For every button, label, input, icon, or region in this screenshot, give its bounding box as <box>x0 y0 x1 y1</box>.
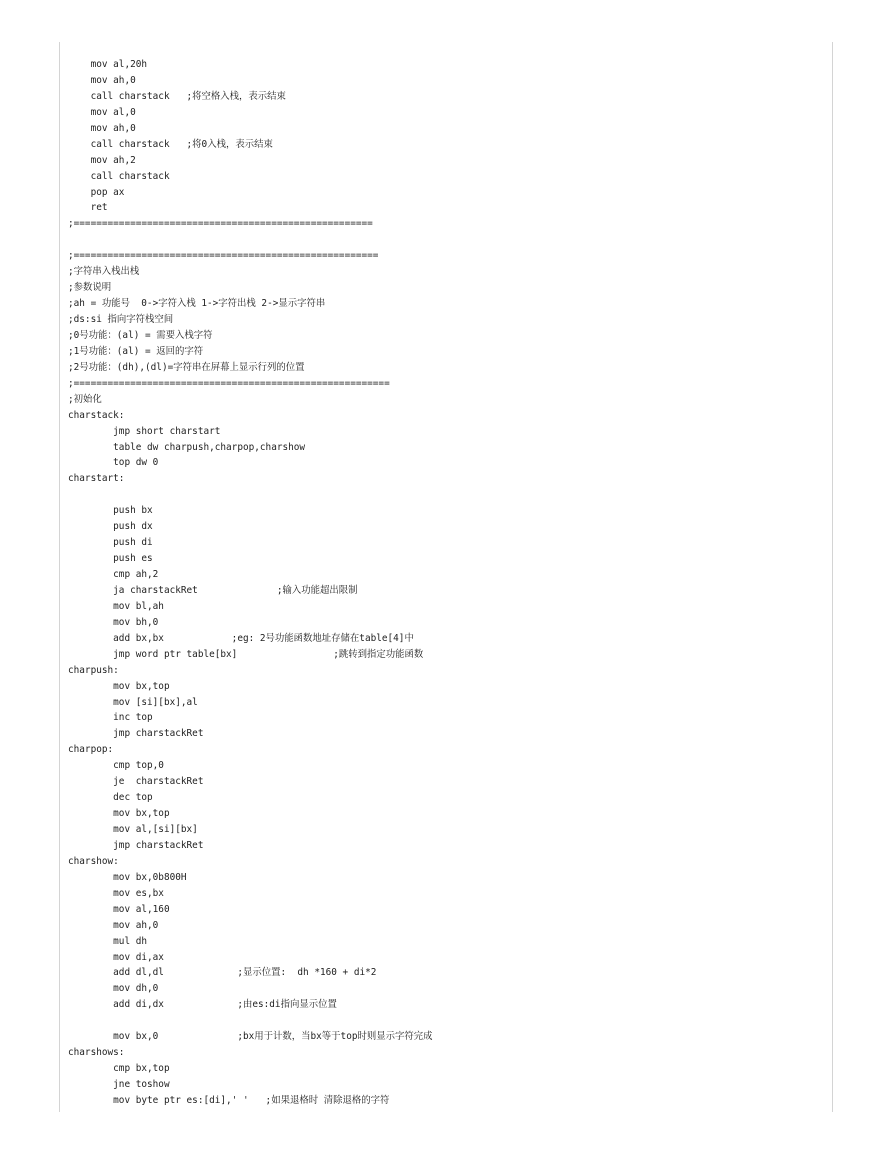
code-line: ;1号功能：(al) = 返回的字符 <box>68 345 204 357</box>
code-line: ;ah = 功能号 0->字符入栈 1->字符出栈 2->显示字符串 <box>68 298 326 310</box>
code-line: cmp top,0 <box>68 760 164 772</box>
code-line: ja charstackRet ;输入功能超出限制 <box>68 584 358 596</box>
code-line: push dx <box>68 521 153 533</box>
code-line: inc top <box>68 712 153 724</box>
code-line: push di <box>68 537 153 549</box>
code-line <box>68 1013 432 1029</box>
code-line: mov bl,ah <box>68 600 164 612</box>
code-line: ;ds:si 指向字符栈空间 <box>68 314 174 325</box>
code-line: charshows: <box>68 1047 125 1059</box>
code-line <box>68 487 432 503</box>
code-line: mov ah,0 <box>68 74 136 86</box>
code-line: pop ax <box>68 186 125 198</box>
code-line: ;======================================================== <box>68 377 390 389</box>
code-line: mov bx,0 ;bx用于计数，当bx等于top时则显示字符完成 <box>68 1031 433 1043</box>
code-line: charpop: <box>68 744 114 756</box>
code-line: table dw charpush,charpop,charshow <box>68 441 306 453</box>
code-line: mov es,bx <box>68 887 164 899</box>
code-line: mov ah,0 <box>68 919 159 931</box>
code-line: cmp bx,top <box>68 1063 170 1075</box>
code-line: mov dh,0 <box>68 983 159 995</box>
code-line: ;===================================================== <box>68 218 373 230</box>
code-line: ;参数说明 <box>68 282 112 294</box>
code-line: mov al,[si][bx] <box>68 824 198 835</box>
code-line: mov al,160 <box>68 903 170 915</box>
code-line: mov [si][bx],al <box>68 696 198 708</box>
code-line: mov di,ax <box>68 951 164 963</box>
code-line: mov byte ptr es:[di],' ' ;如果退格时 清除退格的字符 <box>68 1094 390 1106</box>
code-line: jmp word ptr table[bx] ;跳转到指定功能函数 <box>68 648 424 660</box>
code-line: push es <box>68 553 153 565</box>
code-line: mov bx,top <box>68 808 170 820</box>
code-line: ret <box>68 202 108 214</box>
code-line: charshow: <box>68 855 119 867</box>
code-line: mov ah,0 <box>68 122 136 134</box>
code-line: call charstack ;将空格入栈，表示结束 <box>68 90 286 102</box>
code-line: jmp short charstart <box>68 425 221 437</box>
code-line: charpush: <box>68 664 119 676</box>
code-line: jmp charstackRet <box>68 839 204 851</box>
code-line: dec top <box>68 792 153 804</box>
code-line: jmp charstackRet <box>68 728 204 740</box>
code-line: add bx,bx ;eg: 2号功能函数地址存储在table[4]中 <box>68 632 414 644</box>
code-line: ;====================================================== <box>68 250 379 262</box>
code-line: top dw 0 <box>68 457 159 469</box>
code-line: ;2号功能：(dh),(dl)=字符串在屏幕上显示行列的位置 <box>68 361 305 373</box>
code-line: ;初始化 <box>68 393 102 405</box>
code-line: push bx <box>68 505 153 517</box>
code-line: call charstack <box>68 170 170 182</box>
code-line: mov bx,top <box>68 680 170 692</box>
code-line: add dl,dl ;显示位置: dh *160 + di*2 <box>68 967 377 979</box>
code-line: ;字符串入栈出栈 <box>68 266 140 278</box>
code-line: je charstackRet <box>68 776 204 788</box>
code-line: ;0号功能：(al) = 需要入栈字符 <box>68 329 213 341</box>
code-line: charstart: <box>68 473 125 485</box>
code-line: mov bx,0b800H <box>68 871 187 883</box>
code-line: mov al,20h <box>68 59 148 70</box>
code-line: add di,dx ;由es:di指向显示位置 <box>68 999 337 1011</box>
code-line: call charstack ;将0入栈，表示结束 <box>68 138 273 150</box>
code-line: mov bh,0 <box>68 616 159 628</box>
code-line: mul dh <box>68 935 148 947</box>
code-line <box>68 232 432 248</box>
code-line: mov ah,2 <box>68 154 136 166</box>
code-block <box>68 57 432 1109</box>
code-line: cmp ah,2 <box>68 569 159 580</box>
code-line: mov al,0 <box>68 106 136 118</box>
code-line: charstack: <box>68 409 125 421</box>
code-line: jne toshow <box>68 1079 170 1090</box>
